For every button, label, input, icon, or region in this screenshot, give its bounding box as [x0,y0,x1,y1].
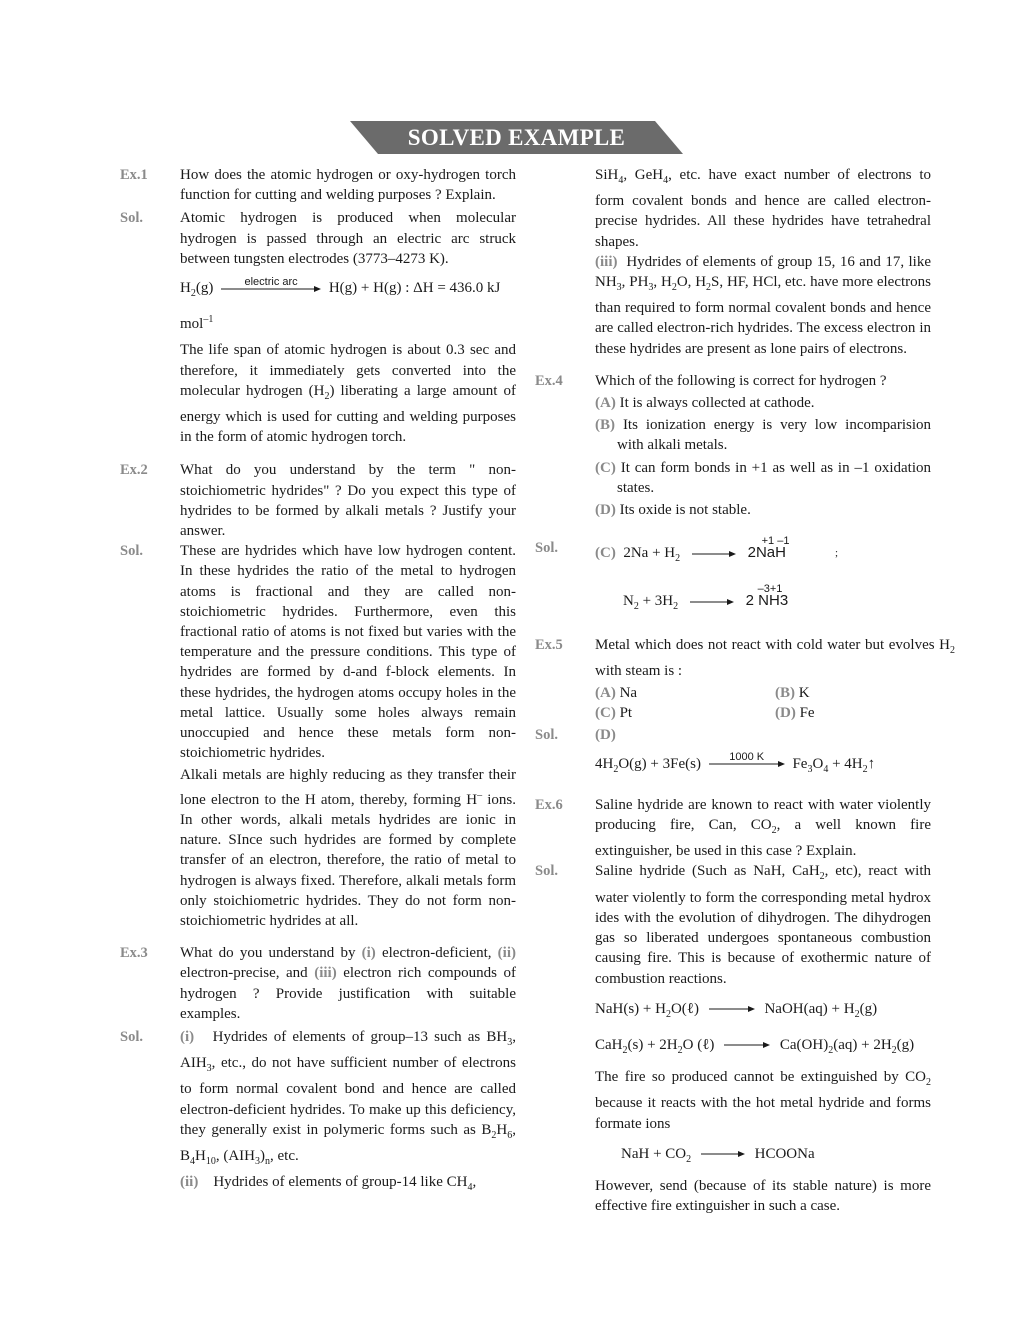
ex3-label: Ex.3 [120,945,148,962]
ex1-question [120,165,516,205]
ex3-question-text: What do you understand by (i) electron-deficient, (ii) electron-precise, and (iii) electron rich compounds of hydrogen ? Provide justification with suitable examples. [180,945,517,1022]
ex6-sol-label: Sol. [535,863,558,880]
ex3-question [120,943,516,1024]
ex1-solution [120,208,516,447]
reaction-arrow-icon [692,550,736,558]
left-column [120,165,516,1198]
ex5-option-d: (D) Fe [775,705,815,722]
ex5-option-c: (C) Pt [595,705,633,722]
banner-title: SOLVED EXAMPLE [407,125,626,150]
ex2-sol-paragraph-1: These are hydrides which have low hydrogen content. In these hydrides the ratio of the metal to hydrogen atoms is fractional and they are called non-stoichiometric hydrides. Furthermore, even this fractional ratio of atoms is not fixed but varies with the temperature and the pressure conditions. This type of hydrides are formed by d-and f-block elements. In these hydrides, the hydrogen atoms occupy holes in the metal lattice. Usually some holes always remain unoccupied and hence these metals form non-stoichiometric hydrides. [180,543,516,762]
ex6-equation-3: NaH + $CO_2$ HCOONa [621,1145,815,1165]
ex6-solution [535,861,931,1216]
reaction-arrow-icon [690,598,734,606]
ex4-option-c: (C) It can form bonds in +1 as well as in –1 oxidation states. [595,459,931,496]
ex5-equation: $4H_2O(g) + 3Fe(s)$ 1000 K $Fe_3O_4$ + $4H_2↑$ [595,754,931,780]
ex1-question-text: How does the atomic hydrogen or oxy-hydrogen torch function for cutting and welding purposes ? Explain. [180,167,516,204]
ex6-question-text: Saline hydride are known to react with water violently producing fire, Can, $CO_2$, a well known fire extinguisher, be used in this case ? Explain. [595,796,931,860]
reaction-arrow-icon [724,1041,770,1049]
ex6-arrow-1 [709,1005,755,1013]
ex6-equation-1: $NaH(s) + H_2O(\ell)$ NaOH(aq) + $H_2(g)$ [595,1000,878,1020]
ex5-arrow [709,751,785,768]
ex4-solution [535,535,931,622]
section-banner [350,121,683,154]
ex4-eq1-oxidation-states: +1 –1 [761,535,790,548]
ex3-sol-part-i: (i) Hydrides of elements of group–13 such as $BH_3$, $AIH_3$, etc., do not have sufficient number of electrons to form normal covalent bond and hence are called electron-deficient hydrides. To make up this deficiency, they generally exist in polymeric forms such as $B_2H_6$, $B_4H_{10}$, $(AIH_3)_n$, etc. [180,1028,516,1167]
ex1-sol-paragraph-1: Atomic hydrogen is produced when molecular hydrogen is passed through an electric arc struck between tungsten electrodes (3773–4273 K). [180,210,516,267]
ex5-label: Ex.5 [535,636,563,653]
ex1-arrow [221,275,321,293]
ex5-solution [535,725,931,784]
ex2-label: Ex.2 [120,462,148,479]
ex5-arrow-condition: 1000 K [729,751,765,764]
ex1-arrow-condition: electric arc [244,275,298,288]
ex4-eq1-mark: ; [835,547,839,560]
ex2-question [120,460,516,541]
ex4-eq2-oxidation-states: –3+1 [757,583,783,596]
ex1-sol-label: Sol. [120,210,143,227]
ex4-sol-label: Sol. [535,540,558,557]
ex4-option-a: (A) It is always collected at cathode. [595,395,815,412]
ex4-option-b: (B) Its ionization energy is very low incomparision with alkali metals. [595,417,931,454]
ex3-sol-part-ii: (ii) Hydrides of elements of group-14 like $CH_4$, [180,1174,477,1194]
ex4-option-d: (D) Its oxide is not stable. [595,502,751,519]
reaction-arrow-icon [709,1005,755,1013]
ex2-solution [120,541,516,931]
ex6-equation-2: $CaH_2(s) + 2H_2O$ (ℓ) $Ca(OH)_2(aq) + 2H_2(g)$ [595,1036,915,1056]
ex5-options-row-1 [595,683,955,703]
ex5-sol-label: Sol. [535,727,558,744]
ex5-option-a: (A) Na [595,685,638,702]
ex3-sol-label: Sol. [120,1028,143,1045]
ex3-continued [535,165,931,359]
ex2-question-text: What do you understand by the term " non-stoichiometric hydrides" ? Do you expect this type of hydrides to be formed by alkali metals ? Justify your answer. [180,462,516,540]
ex4-eq1-product: 2NaH [747,544,786,562]
ex2-sol-paragraph-2: Alkali metals are highly reducing as they transfer their lone electron to the H atom, thereby, forming H– ions. In other words, alkali metals hydrides are ionic in nature. SInce such hydrides are formed by complete transfer of an electron, therefore, the ratio of metal to hydrogen is always fixed. Therefore, alkali metals form only stoichiometric hydrides. They do not form non-stoichiometric hydrides at all. [180,767,516,929]
ex6-label: Ex.6 [535,796,563,813]
ex5-option-b: (B) K [775,685,810,702]
right-column [535,165,955,1216]
ex4-label: Ex.4 [535,372,563,389]
ex5-question [535,635,955,724]
ex5-sol-answer: (D) [595,727,616,744]
ex6-question [535,795,931,862]
ex4-question-text: Which of the following is correct for hydrogen ? [595,372,887,389]
ex6-sol-paragraph-3: However, send (because of its stable nature) is more effective fire extinguisher in such a case. [595,1177,931,1215]
ex4-question [535,371,931,520]
ex1-sol-paragraph-2: The life span of atomic hydrogen is about 0.3 sec and therefore, it immediately gets converted into the molecular hydrogen $(H_2)$ liberating a large amount of energy which is used for cutting and welding purposes in the form of atomic hydrogen torch. [180,342,516,446]
ex3-solution [120,1027,516,1198]
ex1-eq-unit: mol$^{-1}$ [180,314,214,333]
ex5-question-text: Metal which does not react with cold water but evolves $H_2$ with steam is : [595,636,955,679]
ex5-options-row-2 [595,703,955,723]
ex4-eq2-product: 2 NH3 [745,592,789,610]
ex6-sol-paragraph-1: Saline hydride (Such as NaH, CaH$_2$, etc), react with water violently to form the corresponding metal hydrox ides with the evolution of dihydrogen. The dihydrogen gas so liberated undergoes spontaneous combustion causing fire. This is because of exothermic nature of combustion reactions. [595,863,932,987]
ex3-sol-part-iii: (iii) Hydrides of elements of group 15, 16 and 17, like $NH_3$, $PH_3$, $H_2O$, $H_2S$, HF, HCl, etc. have more electrons than required to form normal covalent bonds and hence are called electron-rich hydrides. The excess electron in these hydrides are present as lone pairs of electrons. [595,253,931,357]
ex3-sol-part-ii-cont: SiH$_4$, GeH$_4$, etc. have exact number of electrons to form covalent bonds and hence are called electron-precise hydrides. All these hydrides have tetrahedral shapes. [595,167,931,250]
ex1-eq-rhs: H(g) + H(g) : ΔH = 436.0 kJ [328,280,501,297]
ex4-equation-2: $N_2 + 3H_2$ –3+1 2 NH3 [595,591,931,617]
ex1-equation: $H_2(g)$ electric arc H(g) + H(g) : ΔH = 436.0 kJ [180,278,516,304]
ex6-arrow-3 [701,1150,745,1158]
ex4-arrow-1 [692,550,736,558]
reaction-arrow-icon [701,1150,745,1158]
ex2-sol-label: Sol. [120,543,143,560]
ex6-arrow-2 [724,1041,770,1049]
ex6-sol-paragraph-2: The fire so produced cannot be extinguished by $CO_2$ because it reacts with the hot metal hydride and forms formate ions [595,1069,931,1132]
ex1-label: Ex.1 [120,167,148,183]
ex4-equation-1: (C) $2Na + H_2$ +1 –1 2NaH ; [595,543,931,569]
ex4-arrow-2 [690,598,734,606]
